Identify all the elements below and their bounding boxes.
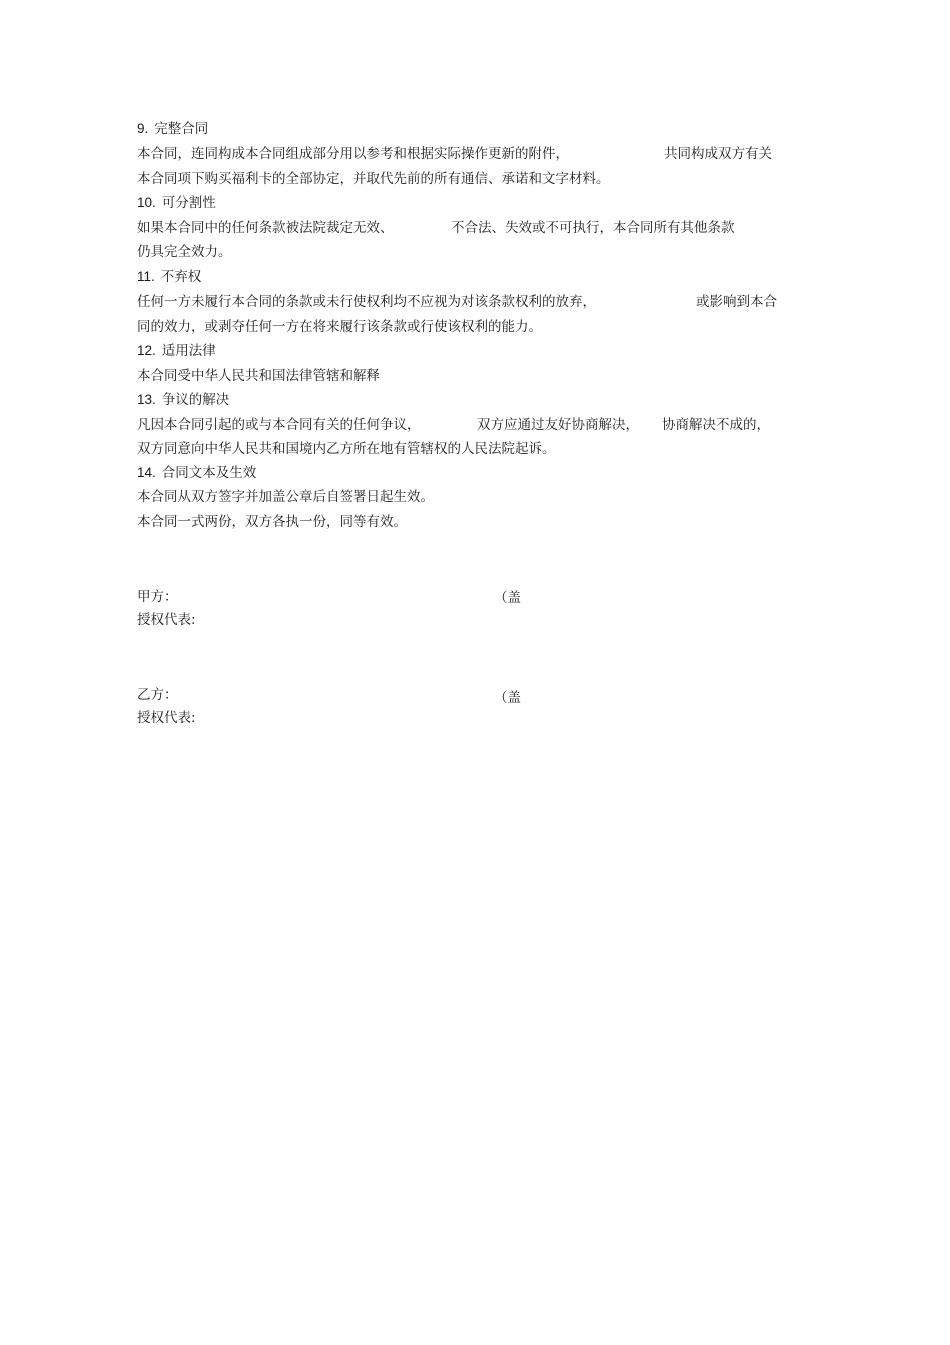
section-12-line-1: [137, 367, 380, 385]
section-9-heading: [137, 120, 208, 138]
party-a-representative: 授权代表:: [137, 612, 196, 628]
party-b-seal-text: （盖: [494, 690, 521, 706]
section-title: 适用法律: [161, 343, 216, 359]
paragraph-text: 本合同从双方签字并加盖公章后自签署日起生效。: [137, 489, 434, 505]
section-title: 可分割性: [161, 195, 216, 211]
paragraph-text: 不合法、失效或不可执行，本合同所有其他条款: [451, 220, 735, 236]
paragraph-text: 本合同受中华人民共和国法律管辖和解释: [137, 368, 380, 384]
section-number: 14.: [137, 465, 156, 480]
section-title: 不弃权: [160, 269, 202, 285]
section-11-line-2: [137, 318, 542, 336]
paragraph-text: 双方同意向中华人民共和国境内乙方所在地有管辖权的人民法院起诉。: [137, 441, 556, 457]
party-a-label: 甲方：: [137, 589, 178, 605]
section-10-line-2: [137, 243, 232, 261]
party-b-label: 乙方：: [137, 687, 178, 703]
section-number: 10.: [137, 195, 156, 210]
paragraph-text: 或影响到本合: [696, 294, 777, 310]
paragraph-text: 同的效力，或剥夺任何一方在将来履行该条款或行使该权利的能力。: [137, 319, 542, 335]
paragraph-text: 如果本合同中的任何条款被法院裁定无效、: [137, 220, 394, 236]
section-11-line-1: [137, 293, 596, 311]
section-10-heading: [137, 194, 216, 212]
party-b-representative: 授权代表:: [137, 710, 196, 726]
section-number: 9.: [137, 121, 149, 136]
paragraph-text: 仍具完全效力。: [137, 244, 232, 260]
section-9-line-1: [137, 145, 569, 163]
section-13-heading: [137, 391, 229, 409]
section-number: 11.: [137, 269, 155, 284]
section-title: 合同文本及生效: [161, 465, 257, 481]
section-13-line-2: [137, 440, 556, 458]
section-9-line-2: [137, 170, 610, 188]
section-14-line-1: [137, 488, 434, 506]
section-13-line-1: [137, 416, 421, 434]
section-number: 12.: [137, 343, 156, 358]
paragraph-text: 协商解决不成的，: [662, 417, 770, 433]
section-12-heading: [137, 342, 216, 360]
paragraph-text: 本合同，连同构成本合同组成部分用以参考和根据实际操作更新的附件，: [137, 146, 569, 162]
section-number: 13.: [137, 392, 156, 407]
section-14-heading: [137, 464, 256, 482]
section-title: 完整合同: [154, 121, 209, 137]
paragraph-text: 凡因本合同引起的或与本合同有关的任何争议，: [137, 417, 421, 433]
section-11-heading: [137, 268, 201, 286]
paragraph-text: 共同构成双方有关: [664, 146, 772, 162]
section-title: 争议的解决: [161, 392, 230, 408]
party-a-seal-text: （盖: [494, 590, 521, 606]
paragraph-text: 双方应通过友好协商解决，: [477, 417, 639, 433]
paragraph-text: 任何一方未履行本合同的条款或未行使权利均不应视为对该条款权利的放弃，: [137, 294, 596, 310]
paragraph-text: 本合同项下购买福利卡的全部协定，并取代先前的所有通信、承诺和文字材料。: [137, 171, 610, 187]
section-14-line-2: [137, 513, 407, 531]
paragraph-text: 本合同一式两份，双方各执一份，同等有效。: [137, 514, 407, 530]
section-10-line-1: [137, 219, 394, 237]
